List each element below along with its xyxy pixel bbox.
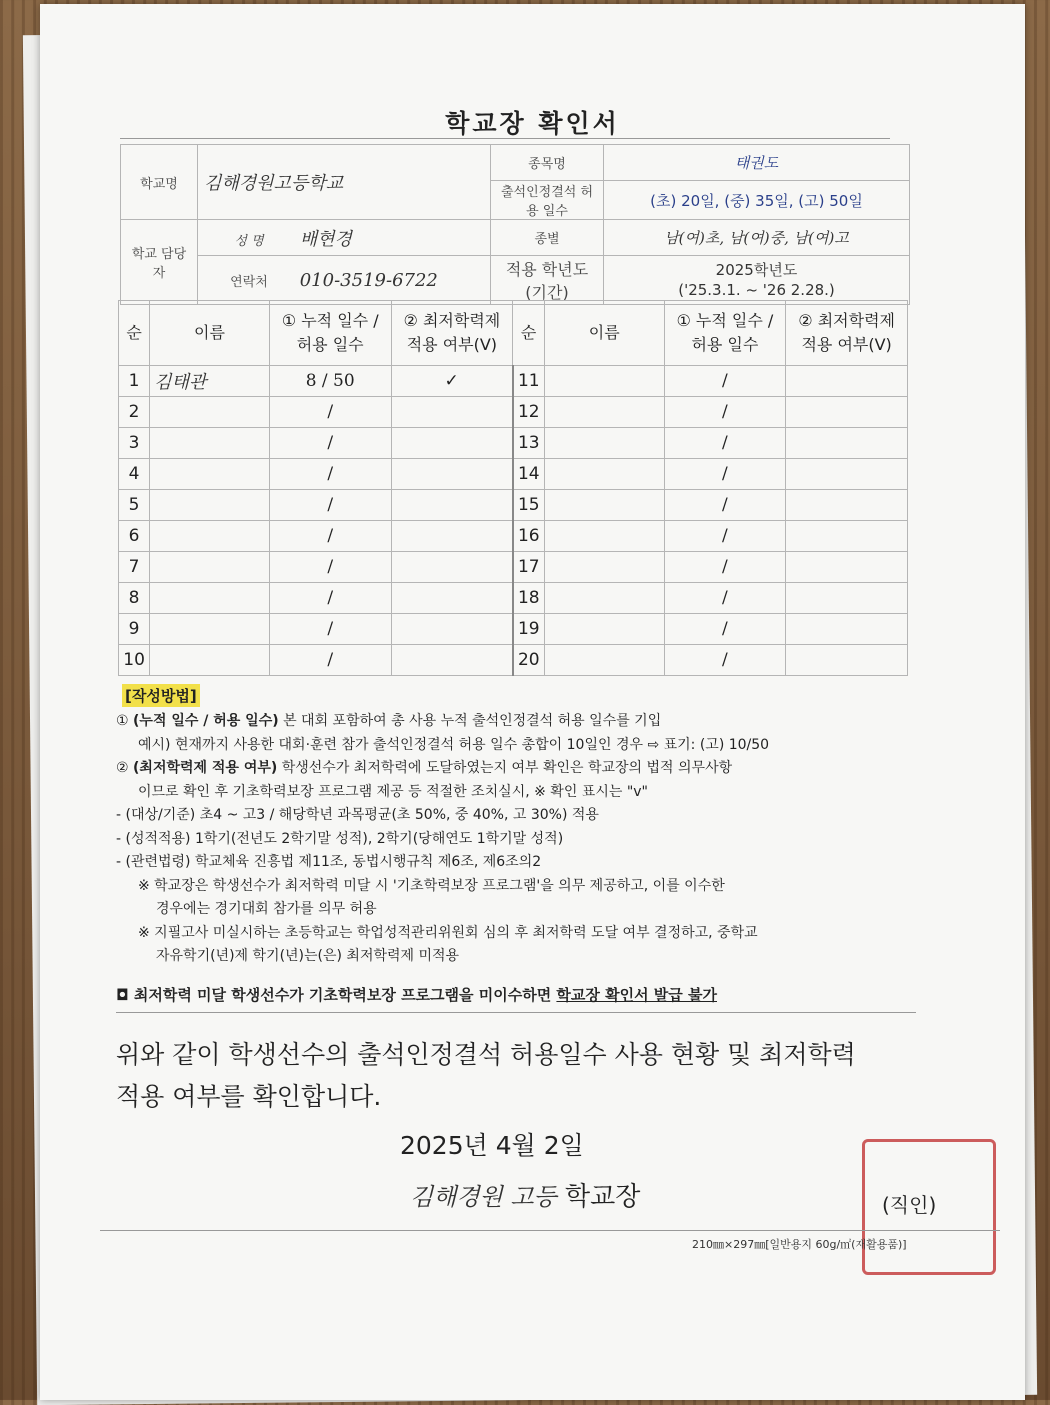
document-title: 학교장 확인서	[445, 109, 620, 138]
row-name	[150, 645, 270, 676]
notice-divider	[116, 1012, 916, 1013]
row-days: /	[664, 521, 786, 552]
school-label: 학교명	[121, 145, 198, 220]
table-row	[119, 645, 908, 676]
row-check	[786, 428, 908, 459]
row-name	[150, 459, 270, 490]
special-2: ※ 지필고사 미실시하는 초등학교는 학업성적관리위원회 심의 후 최저학력 도달 여부 결정하고, 중학교	[138, 924, 758, 941]
table-row	[119, 428, 908, 459]
row-check	[391, 614, 513, 645]
row-no: 10	[119, 645, 150, 676]
row-check	[786, 521, 908, 552]
bottom-divider	[100, 1230, 1000, 1231]
col-min-2: ② 최저학력제 적용 여부(V)	[786, 301, 908, 366]
year-value: 2025학년도	[715, 261, 798, 279]
row-no: 12	[513, 397, 545, 428]
gender-label: 종별	[491, 220, 604, 256]
school-value: 김해경원고등학교	[198, 145, 491, 220]
col-days-2: ① 누적 일수 / 허용 일수	[664, 301, 786, 366]
document-page	[40, 4, 1025, 1400]
row-days: /	[664, 366, 786, 397]
row-no: 14	[513, 459, 545, 490]
row-days: /	[269, 614, 391, 645]
row-days: /	[269, 397, 391, 428]
table-row	[119, 490, 908, 521]
name-value: 배현경	[299, 228, 352, 250]
row-check	[391, 645, 513, 676]
row-check	[391, 397, 513, 428]
row-days: /	[269, 490, 391, 521]
row-days: /	[269, 552, 391, 583]
row-no: 7	[119, 552, 150, 583]
row-check	[786, 645, 908, 676]
row-days: /	[664, 459, 786, 490]
special-1-cont: 경우에는 경기대회 참가를 의무 허용	[156, 901, 377, 917]
student-table	[118, 300, 908, 676]
row-name	[150, 397, 270, 428]
row-no: 4	[119, 459, 150, 490]
table-row	[119, 459, 908, 490]
row-name	[544, 614, 664, 645]
row-no: 15	[513, 490, 545, 521]
seal-mark: (직인)	[882, 1193, 937, 1217]
row-name	[544, 583, 664, 614]
row-name	[150, 521, 270, 552]
signer: 김해경원 고등 학교장	[410, 1182, 641, 1212]
row-no: 11	[513, 366, 545, 397]
row-no: 20	[513, 645, 545, 676]
row-name	[544, 490, 664, 521]
row-no: 8	[119, 583, 150, 614]
year-cell	[604, 256, 910, 305]
row-check	[391, 552, 513, 583]
instructions	[116, 710, 916, 969]
row-no: 19	[513, 614, 545, 645]
row-days: /	[269, 521, 391, 552]
row-name	[150, 583, 270, 614]
table-row	[119, 397, 908, 428]
sport-label: 종목명	[491, 145, 604, 181]
row-no: 6	[119, 521, 150, 552]
detail-1: - (대상/기준) 초4 ~ 고3 / 해당학년 과목평균(초 50%, 중 40%, 고 30%) 적용	[116, 807, 599, 823]
row-check	[391, 490, 513, 521]
student-rows	[119, 366, 908, 676]
row-check	[391, 521, 513, 552]
note-2: ② (최저학력제 적용 여부) 학생선수가 최저학력에 도달하였는지 여부 확인은 학교장의 법적 의무사항	[116, 760, 733, 776]
table-row	[119, 521, 908, 552]
confirm-statement: 위와 같이 학생선수의 출석인정결석 허용일수 사용 현황 및 최저학력 적용 여부를 확인합니다.	[116, 1040, 856, 1111]
row-days: 8 / 50	[269, 366, 391, 397]
col-no-2: 순	[513, 301, 545, 366]
row-days: /	[269, 428, 391, 459]
col-min: ② 최저학력제 적용 여부(V)	[391, 301, 513, 366]
row-name	[544, 645, 664, 676]
row-days: /	[664, 552, 786, 583]
row-check	[391, 428, 513, 459]
staff-name-cell	[198, 220, 491, 256]
row-no: 13	[513, 428, 545, 459]
note-1-example: 예시) 현재까지 사용한 대회·훈련 참가 출석인정결석 허용 일수 총합이 10일인 경우 ⇨ 표기: (고) 10/50	[138, 736, 770, 753]
row-check	[391, 583, 513, 614]
row-name	[544, 459, 664, 490]
row-days: /	[664, 645, 786, 676]
special-2-cont: 자유학기(년)제 학기(년)는(은) 최저학력제 미적용	[156, 948, 460, 964]
row-days: /	[664, 428, 786, 459]
row-days: /	[269, 583, 391, 614]
row-name	[544, 428, 664, 459]
row-name	[150, 614, 270, 645]
title-divider	[120, 138, 890, 139]
info-table	[120, 144, 910, 305]
gender-value: 남(여)초, 남(여)중, 남(여)고	[604, 220, 910, 256]
row-days: /	[664, 583, 786, 614]
table-row	[119, 552, 908, 583]
row-days: /	[269, 645, 391, 676]
allow-value: (초) 20일, (중) 35일, (고) 50일	[604, 181, 910, 220]
allow-label: 출석인정결석 허용 일수	[491, 181, 604, 220]
row-no: 9	[119, 614, 150, 645]
final-notice: ◘ 최저학력 미달 학생선수가 기초학력보장 프로그램을 미이수하면 학교장 확인서 발급 불가	[116, 986, 717, 1004]
paper-spec: 210㎜×297㎜[일반용지 60g/㎡(재활용품)]	[692, 1238, 907, 1251]
note-2-cont: 이므로 확인 후 기초학력보장 프로그램 제공 등 적절한 조치실시, ※ 확인 표시는 "v"	[138, 783, 648, 800]
row-no: 17	[513, 552, 545, 583]
row-check: ✓	[391, 366, 513, 397]
row-check	[786, 366, 908, 397]
col-no: 순	[119, 301, 150, 366]
period-value: ('25.3.1. ~ '26 2.28.)	[678, 281, 835, 299]
row-no: 1	[119, 366, 150, 397]
row-check	[786, 459, 908, 490]
table-row	[119, 614, 908, 645]
col-days: ① 누적 일수 / 허용 일수	[269, 301, 391, 366]
arrow-box-icon: ◘	[116, 986, 129, 1004]
table-row	[119, 583, 908, 614]
row-check	[786, 552, 908, 583]
issue-date: 2025년 4월 2일	[400, 1131, 584, 1160]
col-name: 이름	[150, 301, 270, 366]
row-check	[786, 583, 908, 614]
row-check	[786, 490, 908, 521]
contact-label: 연락처	[230, 274, 268, 290]
instructions-heading: [작성방법]	[122, 684, 200, 707]
row-name	[544, 521, 664, 552]
row-name	[544, 366, 664, 397]
staff-label: 학교 담당자	[121, 220, 198, 305]
detail-3: - (관련법령) 학교체육 진흥법 제11조, 동법시행규칙 제6조, 제6조의2	[116, 854, 542, 870]
row-name: 김태관	[150, 366, 270, 397]
special-1: ※ 학교장은 학생선수가 최저학력 미달 시 '기초학력보장 프로그램'을 의무 제공하고, 이를 이수한	[138, 877, 725, 894]
row-days: /	[664, 490, 786, 521]
row-no: 16	[513, 521, 545, 552]
row-no: 18	[513, 583, 545, 614]
name-label: 성 명	[234, 233, 264, 249]
row-no: 5	[119, 490, 150, 521]
row-name	[544, 397, 664, 428]
table-row	[119, 366, 908, 397]
row-name	[150, 552, 270, 583]
row-check	[786, 397, 908, 428]
row-name	[150, 428, 270, 459]
row-check	[786, 614, 908, 645]
row-days: /	[664, 397, 786, 428]
detail-2: - (성적적용) 1학기(전년도 2학기말 성적), 2학기(당해연도 1학기말 성적)	[116, 830, 564, 847]
col-name-2: 이름	[544, 301, 664, 366]
staff-contact-cell	[198, 256, 491, 305]
note-1: ① (누적 일수 / 허용 일수) 본 대회 포함하여 총 사용 누적 출석인정결석 허용 일수를 기입	[116, 713, 662, 729]
row-no: 3	[119, 428, 150, 459]
row-days: /	[269, 459, 391, 490]
sport-value: 태권도	[604, 145, 910, 181]
row-days: /	[664, 614, 786, 645]
row-name	[544, 552, 664, 583]
year-label: 적용 학년도 (기간)	[491, 256, 604, 305]
contact-value: 010-3519-6722	[299, 269, 438, 291]
row-name	[150, 490, 270, 521]
row-no: 2	[119, 397, 150, 428]
row-check	[391, 459, 513, 490]
